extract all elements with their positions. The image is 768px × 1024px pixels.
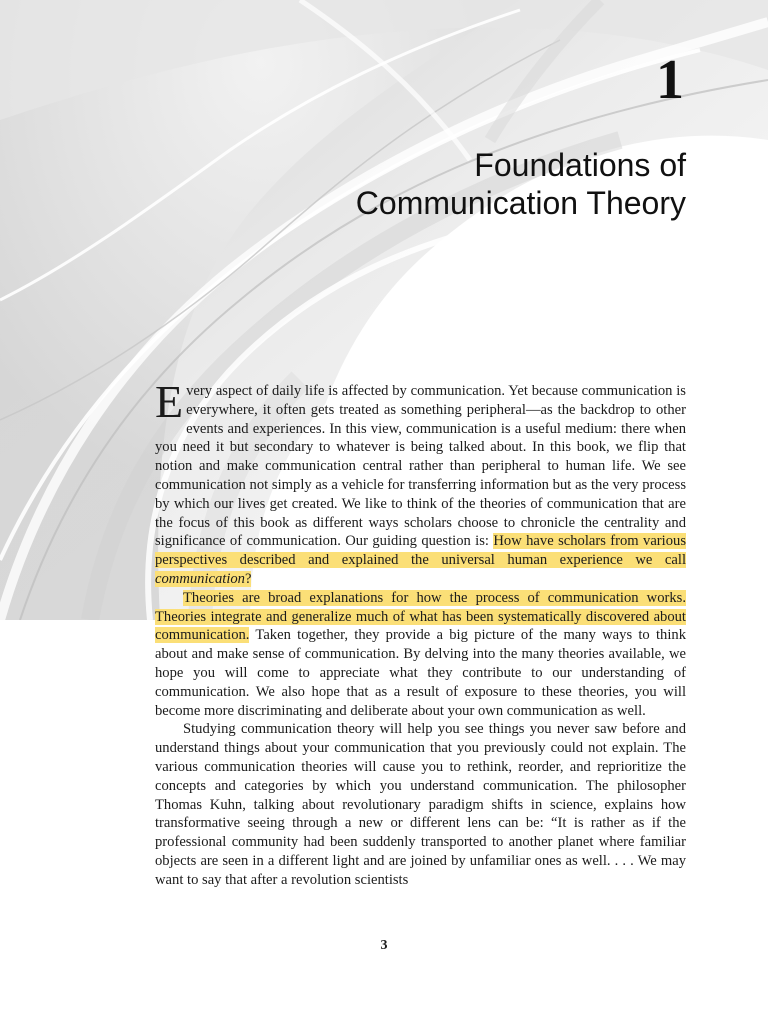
chapter-title [226, 146, 686, 222]
paragraph-1 [155, 376, 686, 589]
paragraph-2-text: Taken together, they provide a big picture of the many ways to think about and make sense of communication. By delving into the many theories available, we hope you will come to appreciate what they contribute to our understanding of communication. We also hope that as a result of exposure to these theories, you will become more discriminating and deliberate about your own communication as well. [155, 627, 686, 719]
paragraph-2 [155, 589, 686, 721]
chapter-title-line-2: Communication Theory [355, 185, 686, 221]
drop-cap: E [155, 376, 184, 427]
highlight-text: How have scholars from various perspectives described and explained the universal human experience we call [155, 533, 686, 569]
highlight-italic-term: communication [155, 570, 245, 587]
chapter-title-line-1: Foundations of [474, 147, 686, 183]
highlighted-theory-definition: Theories are broad explanations for how the process of communication works. Theories integrate and generalize much of what has been systematically discovered about communication. [155, 589, 686, 644]
chapter-number: 1 [656, 49, 684, 111]
highlight-end: ? [244, 570, 252, 587]
paragraph-3 [155, 720, 686, 889]
page-number: 3 [380, 938, 388, 953]
paragraph-1-text: very aspect of daily life is affected by communication. Yet because communication is everywhere, it often gets treated as something peripheral—as the backdrop to other events and experiences. In this view, communication is a useful medium: there when you need it but secondary to whatever is being talked about. In this book, we flip that notion and make communication central rather than peripheral to human life. We see communication not simply as a vehicle for transferring information but as the very process by which our lives get created. We like to think of the theories of communication that are the focus of this book as different ways scholars choose to chronicle the centrality and significance of communication. Our guiding question is: [155, 383, 686, 550]
chapter-body [155, 376, 686, 890]
paragraph-3-text: Studying communication theory will help you see things you never saw before and understand things about your communication that you previously could not explain. The various communication theories will cause you to rethink, reorder, and reprioritize the concepts and categories by which you understand communication. The philosopher Thomas Kuhn, talking about revolutionary paradigm shifts in science, explains how transformative seeing through a new or different lens can be: “It is rather as if the professional community had been suddenly transported to another planet where familiar objects are seen in a different light and are joined by unfamiliar ones as well. . . . We may want to say that after a revolution scientists [155, 721, 686, 888]
